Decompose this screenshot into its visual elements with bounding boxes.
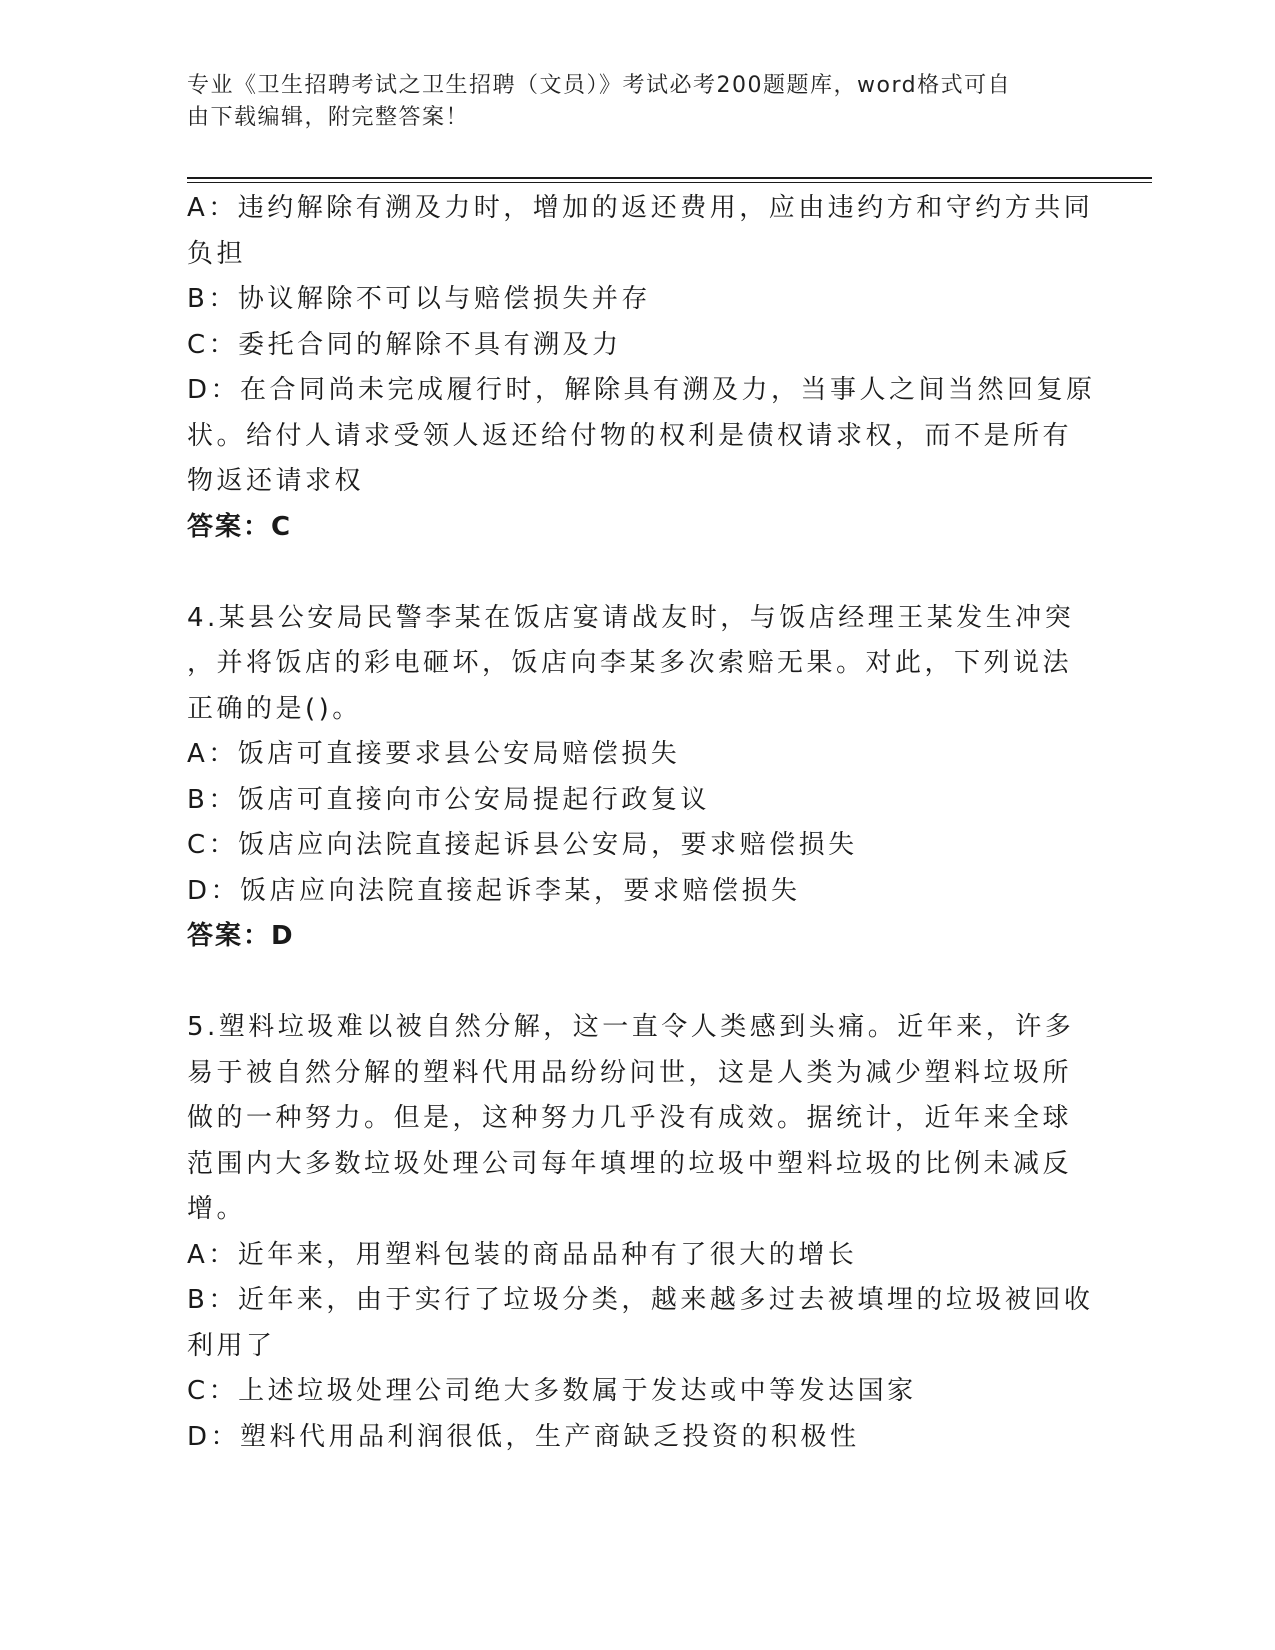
option-c-text: C：委托合同的解除不具有溯及力 <box>187 329 622 360</box>
question-stem: 易于被自然分解的塑料代用品纷纷问世，这是人类为减少塑料垃圾所 <box>187 1057 1073 1088</box>
question-4-block <box>187 596 1077 960</box>
option-d-text: D：饭店应向法院直接起诉李某，要求赔偿损失 <box>187 875 801 906</box>
option-d-text: D：塑料代用品利润很低，生产商缺乏投资的积极性 <box>187 1421 860 1452</box>
option-a-text: A：饭店可直接要求县公安局赔偿损失 <box>187 739 681 769</box>
option-a-text: 负担 <box>187 238 247 269</box>
page-header <box>187 70 1067 134</box>
header-title-line: 由下载编辑，附完整答案！ <box>187 105 470 130</box>
question-spacer <box>187 550 1077 596</box>
question-stem: 增。 <box>187 1194 247 1224</box>
answer-label: 答案：D <box>187 921 295 951</box>
option-b-text: B：近年来，由于实行了垃圾分类，越来越多过去被填埋的垃圾被回收 <box>187 1285 1094 1315</box>
header-divider <box>187 177 1152 179</box>
option-a-text: A：近年来，用塑料包装的商品品种有了很大的增长 <box>187 1239 858 1270</box>
answer-label: 答案：C <box>187 511 293 542</box>
header-divider-thin <box>187 182 1152 183</box>
question-spacer <box>187 960 1077 1006</box>
question-stem: 5.塑料垃圾难以被自然分解，这一直令人类感到头痛。近年来，许多 <box>187 1012 1075 1042</box>
header-title-line: 专业《卫生招聘考试之卫生招聘（文员）》考试必考200题题库，word格式可自 <box>187 73 1012 98</box>
option-a-text: A：违约解除有溯及力时，增加的返还费用，应由违约方和守约方共同 <box>187 193 1094 223</box>
option-b-text: B：协议解除不可以与赔偿损失并存 <box>187 284 651 314</box>
option-d-text: D：在合同尚未完成履行时，解除具有溯及力，当事人之间当然回复原 <box>187 375 1096 405</box>
option-c-text: C：上述垃圾处理公司绝大多数属于发达或中等发达国家 <box>187 1376 917 1406</box>
option-d-text: 状。给付人请求受领人返还给付物的权利是债权请求权，而不是所有 <box>187 420 1073 451</box>
question-content <box>187 186 1096 1460</box>
option-d-text: 物返还请求权 <box>187 466 365 496</box>
question-stem: 做的一种努力。但是，这种努力几乎没有成效。据统计，近年来全球 <box>187 1103 1073 1133</box>
question-5-block <box>187 1005 1094 1460</box>
question-3-block <box>187 186 1096 550</box>
option-c-text: C：饭店应向法院直接起诉县公安局，要求赔偿损失 <box>187 830 858 860</box>
option-b-text: 利用了 <box>187 1330 276 1361</box>
question-stem: ，并将饭店的彩电砸坏，饭店向李某多次索赔无果。对此，下列说法 <box>187 648 1073 678</box>
question-stem: 正确的是()。 <box>187 693 362 724</box>
question-stem: 范围内大多数垃圾处理公司每年填埋的垃圾中塑料垃圾的比例未减反 <box>187 1148 1073 1179</box>
option-b-text: B：饭店可直接向市公安局提起行政复议 <box>187 784 710 815</box>
question-stem: 4.某县公安局民警李某在饭店宴请战友时，与饭店经理王某发生冲突 <box>187 602 1075 633</box>
